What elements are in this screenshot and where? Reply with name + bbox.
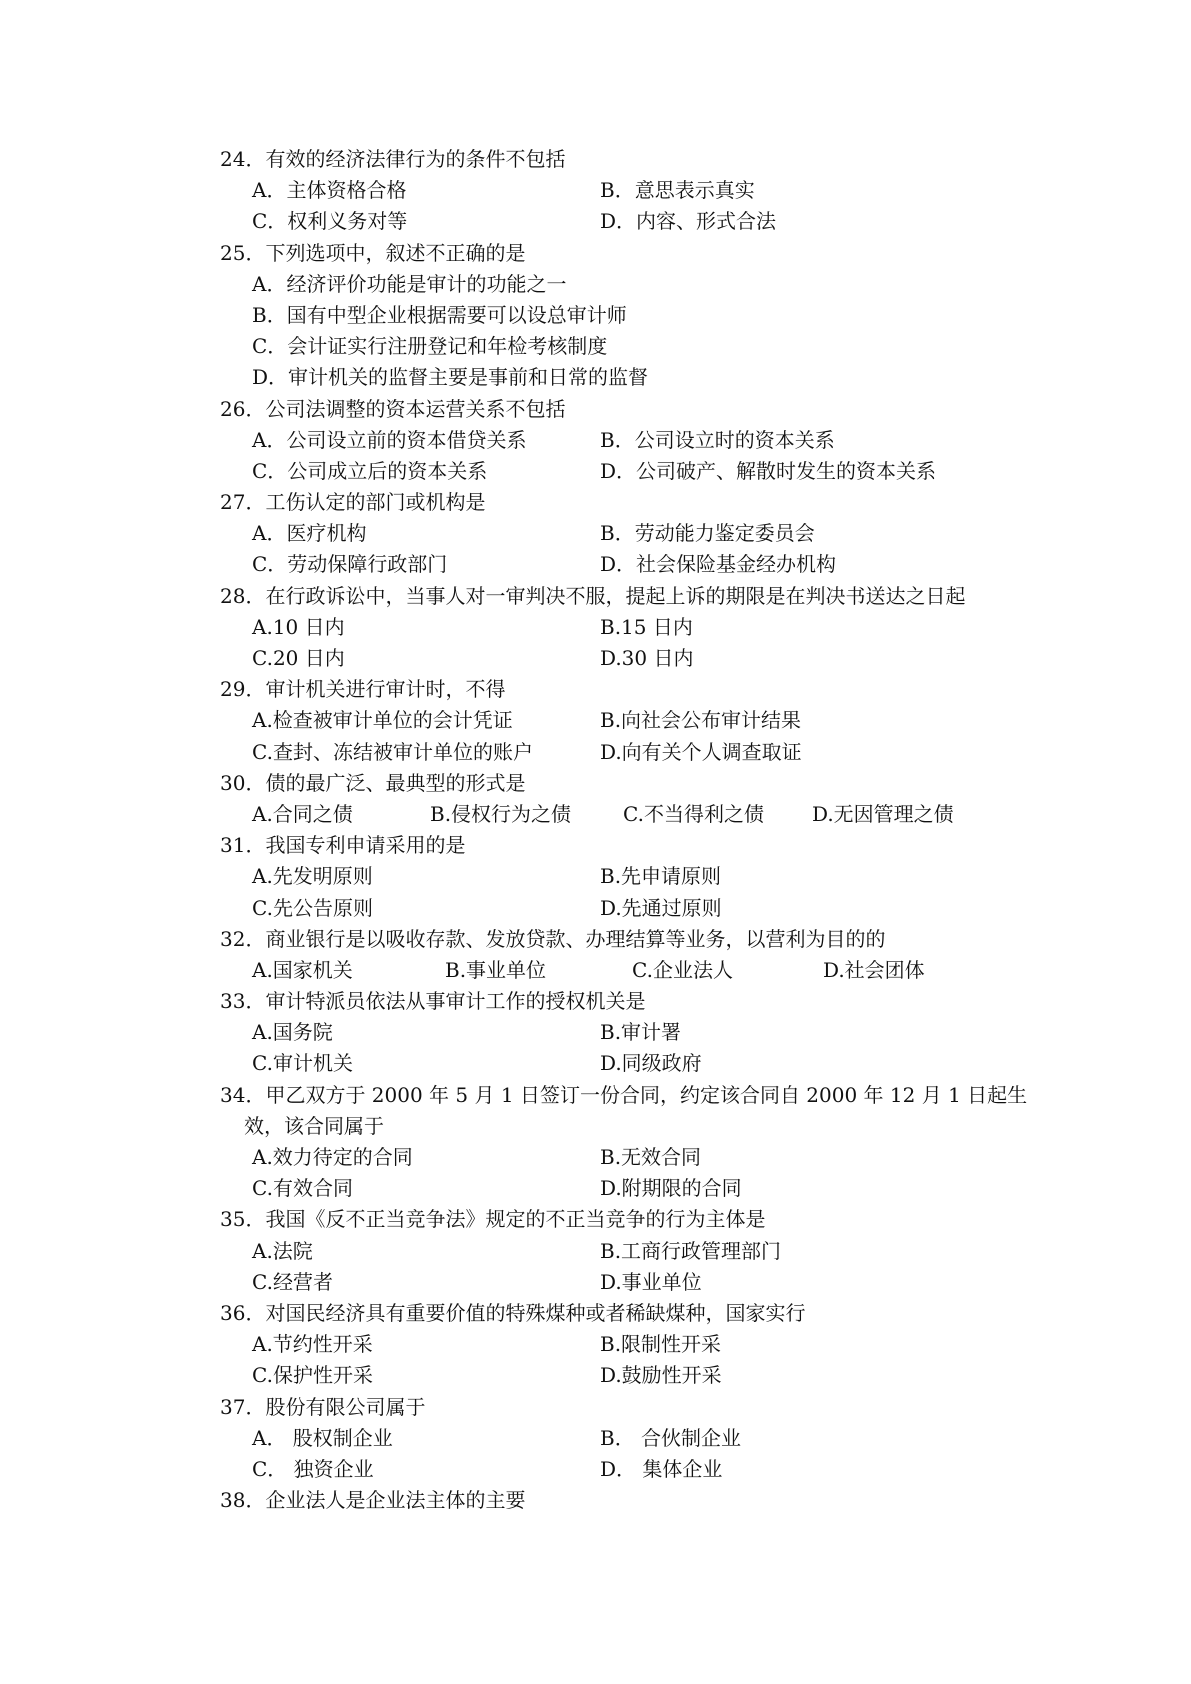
option-d: D.无因管理之债 <box>812 801 954 826</box>
option-d: D.社会团体 <box>823 957 925 982</box>
option-c: C.经营者 <box>252 1269 333 1294</box>
option-b: B.工商行政管理部门 <box>600 1238 782 1263</box>
option-b: B.15 日内 <box>600 614 693 639</box>
question-36-options-row-1 <box>220 1329 1040 1360</box>
option-d: D.同级政府 <box>600 1051 702 1076</box>
option-c: C.有效合同 <box>252 1176 353 1201</box>
option-c: C．公司成立后的资本关系 <box>252 458 488 483</box>
question-33-options-row-1 <box>220 1017 1040 1048</box>
option-a: A．主体资格合格 <box>252 178 407 203</box>
option-d: D．社会保险基金经办机构 <box>600 552 837 577</box>
option-c: C.审计机关 <box>252 1051 353 1076</box>
option-c: C.保护性开采 <box>252 1363 373 1388</box>
option-b: B.限制性开采 <box>600 1332 722 1357</box>
option-a: A.国务院 <box>252 1020 333 1045</box>
question-36-options-row-2 <box>220 1360 1040 1391</box>
question-26-options-row-1 <box>220 425 1040 456</box>
question-26-stem: 26．公司法调整的资本运营关系不包括 <box>220 396 566 421</box>
option-c: C．劳动保障行政部门 <box>252 552 448 577</box>
question-24-options-row-2 <box>220 206 1040 237</box>
question-27-options-row-1 <box>220 518 1040 549</box>
question-32-options-row <box>220 955 1040 986</box>
question-30-stem: 30．债的最广泛、最典型的形式是 <box>220 770 526 795</box>
question-32-stem: 32．商业银行是以吸收存款、发放贷款、办理结算等业务，以营利为目的的 <box>220 926 886 951</box>
option-a: A．医疗机构 <box>252 521 367 546</box>
option-a: A.法院 <box>252 1238 313 1263</box>
question-25-option-a-row <box>220 269 1040 300</box>
question-27-options-row-2 <box>220 549 1040 580</box>
option-d: D．公司破产、解散时发生的资本关系 <box>600 458 937 483</box>
question-35-options-row-2 <box>220 1267 1040 1298</box>
option-c: C.不当得利之债 <box>623 801 764 826</box>
option-b: B． 合伙制企业 <box>600 1425 742 1450</box>
option-a: A.国家机关 <box>252 957 353 982</box>
option-c: C．会计证实行注册登记和年检考核制度 <box>252 334 608 359</box>
question-37-options-row-2 <box>220 1454 1040 1485</box>
option-c: C． 独资企业 <box>252 1456 374 1481</box>
option-b: B．劳动能力鉴定委员会 <box>600 521 815 546</box>
option-d: D．审计机关的监督主要是事前和日常的监督 <box>252 365 649 390</box>
option-a: A.检查被审计单位的会计凭证 <box>252 708 513 733</box>
option-a: A． 股权制企业 <box>252 1425 393 1450</box>
question-34-options-row-2 <box>220 1173 1040 1204</box>
question-24-stem: 24．有效的经济法律行为的条件不包括 <box>220 147 566 171</box>
option-c: C.企业法人 <box>632 957 733 982</box>
question-31-options-row-2 <box>220 893 1040 924</box>
option-d: D． 集体企业 <box>600 1456 723 1481</box>
question-25-option-b-row <box>220 300 1040 331</box>
option-b: B．意思表示真实 <box>600 178 755 203</box>
question-33-stem: 33．审计特派员依法从事审计工作的授权机关是 <box>220 989 646 1014</box>
question-37-stem: 37．股份有限公司属于 <box>220 1394 426 1419</box>
question-29-stem: 29．审计机关进行审计时，不得 <box>220 677 506 702</box>
question-28-stem: 28．在行政诉讼中，当事人对一审判决不服，提起上诉的期限是在判决书送达之日起 <box>220 583 966 608</box>
option-b: B.审计署 <box>600 1020 682 1045</box>
option-b: B.先申请原则 <box>600 864 722 889</box>
option-a: A.10 日内 <box>252 614 345 639</box>
question-38-stem: 38．企业法人是企业法主体的主要 <box>220 1488 526 1513</box>
option-d: D.先通过原则 <box>600 895 722 920</box>
question-34-stem-continued: 效，该合同属于 <box>244 1113 384 1138</box>
option-c: C.查封、冻结被审计单位的账户 <box>252 739 533 764</box>
question-31-options-row-1 <box>220 861 1040 892</box>
question-29-options-row-1 <box>220 705 1040 736</box>
option-b: B.向社会公布审计结果 <box>600 708 802 733</box>
question-29-options-row-2 <box>220 737 1040 768</box>
question-31-stem: 31．我国专利申请采用的是 <box>220 833 466 858</box>
question-25-option-d-row <box>220 362 1040 393</box>
option-b: B．公司设立时的资本关系 <box>600 427 835 452</box>
question-36-stem: 36．对国民经济具有重要价值的特殊煤种或者稀缺煤种，国家实行 <box>220 1300 806 1325</box>
option-a: A.效力待定的合同 <box>252 1145 413 1169</box>
question-25-option-c-row <box>220 331 1040 362</box>
option-d: D.向有关个人调查取证 <box>600 739 802 764</box>
question-33-options-row-2 <box>220 1048 1040 1079</box>
option-d: D.30 日内 <box>600 646 694 670</box>
option-c: C.先公告原则 <box>252 895 373 920</box>
option-b: B.事业单位 <box>445 957 547 982</box>
option-b: B．国有中型企业根据需要可以设总审计师 <box>252 302 627 327</box>
question-35-options-row-1 <box>220 1236 1040 1267</box>
option-d: D.事业单位 <box>600 1269 702 1294</box>
option-b: B.无效合同 <box>600 1145 702 1169</box>
question-list <box>220 144 1040 1516</box>
question-34-options-row-1 <box>220 1142 1040 1173</box>
question-37-options-row-1 <box>220 1423 1040 1454</box>
question-27-stem: 27．工伤认定的部门或机构是 <box>220 490 486 515</box>
question-34-stem: 34．甲乙双方于 2000 年 5 月 1 日签订一份合同，约定该合同自 2000 年 12 月 1 日起生 <box>220 1082 1028 1107</box>
question-35-stem: 35．我国《反不正当竞争法》规定的不正当竞争的行为主体是 <box>220 1207 766 1232</box>
option-c: C.20 日内 <box>252 646 345 670</box>
question-26-options-row-2 <box>220 456 1040 487</box>
option-a: A.节约性开采 <box>252 1332 373 1357</box>
option-d: D.附期限的合同 <box>600 1176 742 1201</box>
question-28-options-row-2 <box>220 643 1040 674</box>
option-c: C．权利义务对等 <box>252 209 408 234</box>
question-28-options-row-1 <box>220 612 1040 643</box>
option-a: A.合同之债 <box>252 801 353 826</box>
option-d: D.鼓励性开采 <box>600 1363 722 1388</box>
option-b: B.侵权行为之债 <box>430 801 572 826</box>
question-25-stem: 25．下列选项中，叙述不正确的是 <box>220 240 526 265</box>
option-a: A．经济评价功能是审计的功能之一 <box>252 271 567 296</box>
option-d: D．内容、形式合法 <box>600 209 777 234</box>
question-24-options-row-1 <box>220 175 1040 206</box>
question-30-options-row <box>220 799 1040 830</box>
option-a: A.先发明原则 <box>252 864 373 889</box>
option-a: A．公司设立前的资本借贷关系 <box>252 427 527 452</box>
